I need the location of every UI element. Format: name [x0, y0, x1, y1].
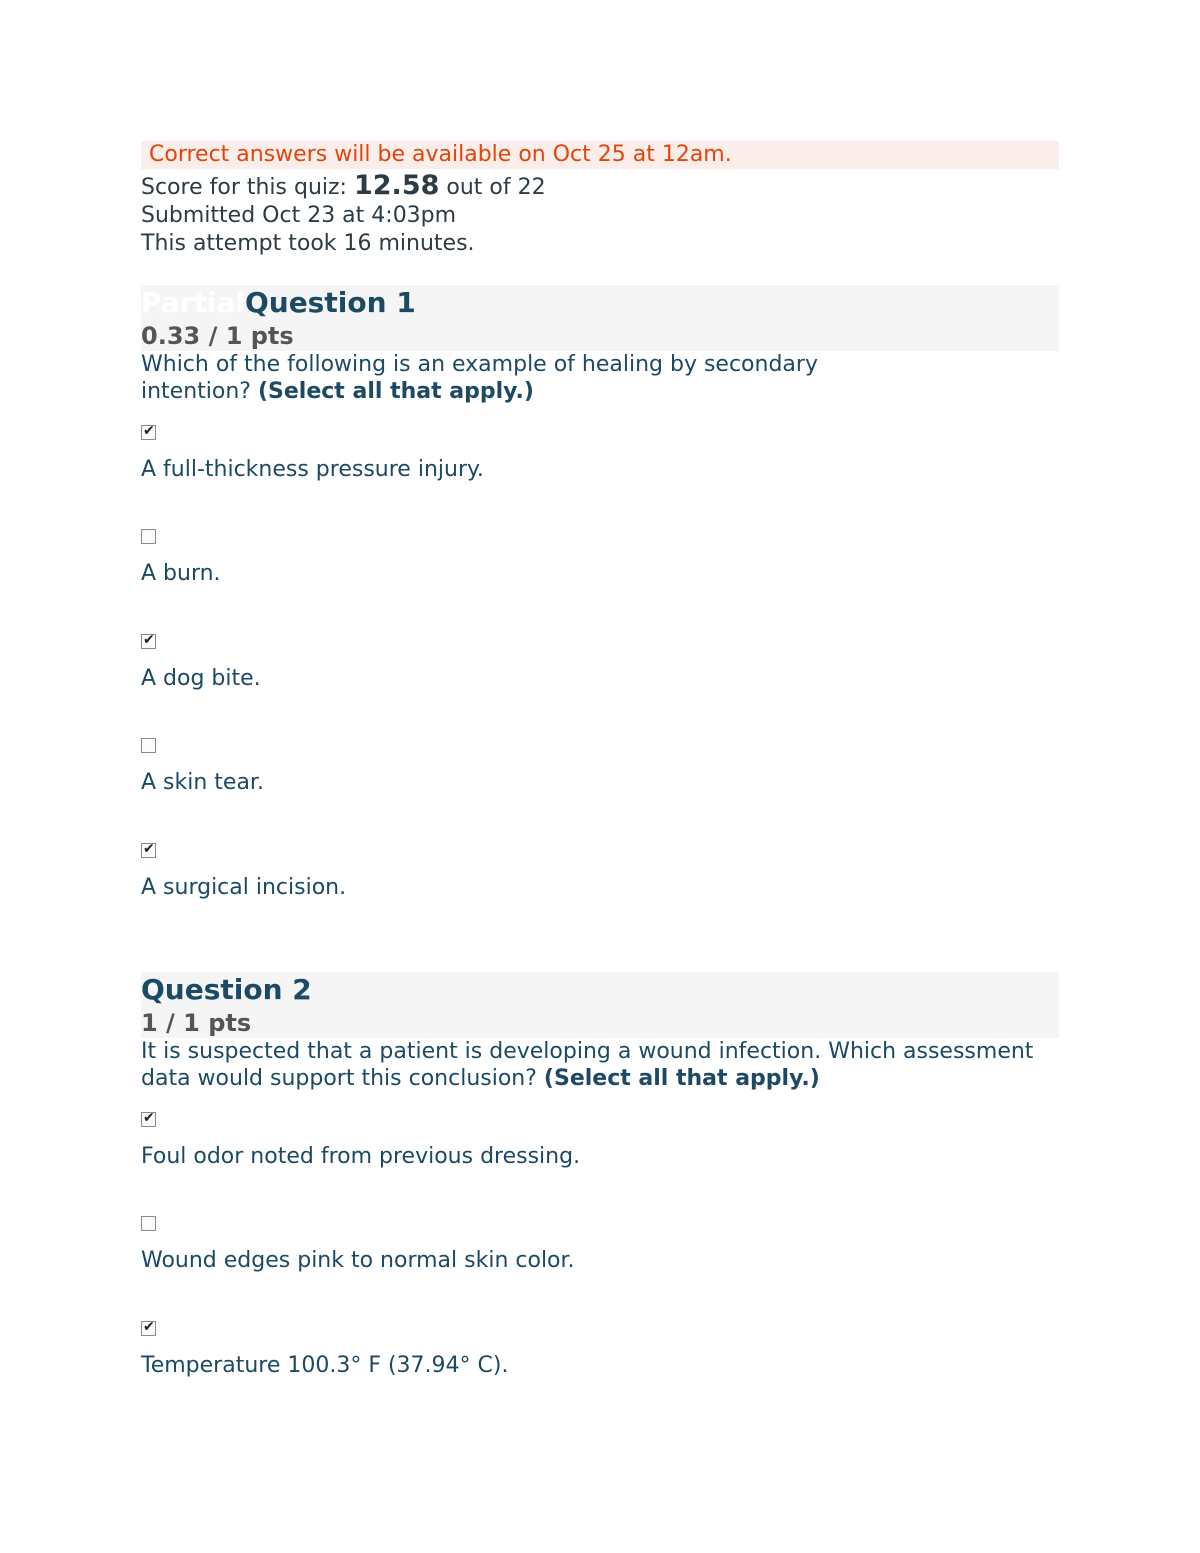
check-icon: ✔ [143, 841, 155, 857]
correct-answers-notice: Correct answers will be available on Oct 25 at 12am. [141, 141, 1059, 169]
answer-label: Wound edges pink to normal skin color. [141, 1248, 575, 1273]
question-prompt: Which of the following is an example of healing by secondary intention? [141, 352, 818, 404]
check-icon: ✔ [143, 1110, 155, 1126]
attempt-summary [141, 172, 1059, 258]
answer-checkbox[interactable] [141, 634, 156, 649]
score-value: 12.58 [353, 170, 440, 201]
answer-option [141, 738, 1059, 797]
answer-label: A skin tear. [141, 770, 264, 795]
answer-label: A surgical incision. [141, 875, 347, 900]
check-icon: ✔ [143, 1319, 155, 1335]
answer-option [141, 425, 1059, 484]
submitted-time: Submitted Oct 23 at 4:03pm [141, 203, 457, 228]
quiz-results [141, 141, 1059, 1380]
question-number: Question 2 [141, 973, 312, 1006]
answer-checkbox[interactable] [141, 1112, 156, 1127]
question-1 [141, 285, 1059, 902]
answer-option [141, 843, 1059, 902]
question-points: 1 / 1 pts [141, 1009, 252, 1037]
question-text [141, 351, 881, 405]
answer-option [141, 1216, 1059, 1275]
attempt-duration: This attempt took 16 minutes. [141, 231, 475, 256]
question-points: 0.33 / 1 pts [141, 322, 294, 350]
question-instruction: (Select all that apply.) [543, 1066, 820, 1091]
question-number: Question 1 [244, 286, 416, 319]
question-text [141, 1038, 1041, 1092]
answer-label: A dog bite. [141, 666, 261, 691]
answer-checkbox[interactable] [141, 425, 156, 440]
answer-checkbox[interactable] [141, 1321, 156, 1336]
answer-label: Temperature 100.3° F (37.94° C). [141, 1353, 509, 1378]
answer-option [141, 529, 1059, 588]
answer-checkbox[interactable] [141, 843, 156, 858]
answer-checkbox[interactable] [141, 529, 156, 544]
answer-option [141, 1321, 1059, 1380]
score-line [141, 172, 1059, 202]
answer-option [141, 634, 1059, 693]
answer-checkbox[interactable] [141, 738, 156, 753]
question-prompt: It is suspected that a patient is developing a wound infection. Which assessment data would support this conclusion? [141, 1039, 1034, 1091]
question-title [141, 972, 312, 1008]
check-icon: ✔ [143, 423, 155, 439]
partial-flag: Partial [141, 286, 245, 319]
question-2 [141, 972, 1059, 1380]
question-title [141, 285, 416, 321]
question-header [141, 972, 1059, 1038]
answer-label: A burn. [141, 561, 221, 586]
score-suffix: out of 22 [446, 175, 546, 200]
check-icon: ✔ [143, 632, 155, 648]
answer-label: Foul odor noted from previous dressing. [141, 1144, 581, 1169]
answer-label: A full-thickness pressure injury. [141, 457, 484, 482]
answer-checkbox[interactable] [141, 1216, 156, 1231]
answer-option [141, 1112, 1059, 1171]
question-header [141, 285, 1059, 351]
question-instruction: (Select all that apply.) [257, 379, 534, 404]
score-prefix: Score for this quiz: [141, 175, 347, 200]
